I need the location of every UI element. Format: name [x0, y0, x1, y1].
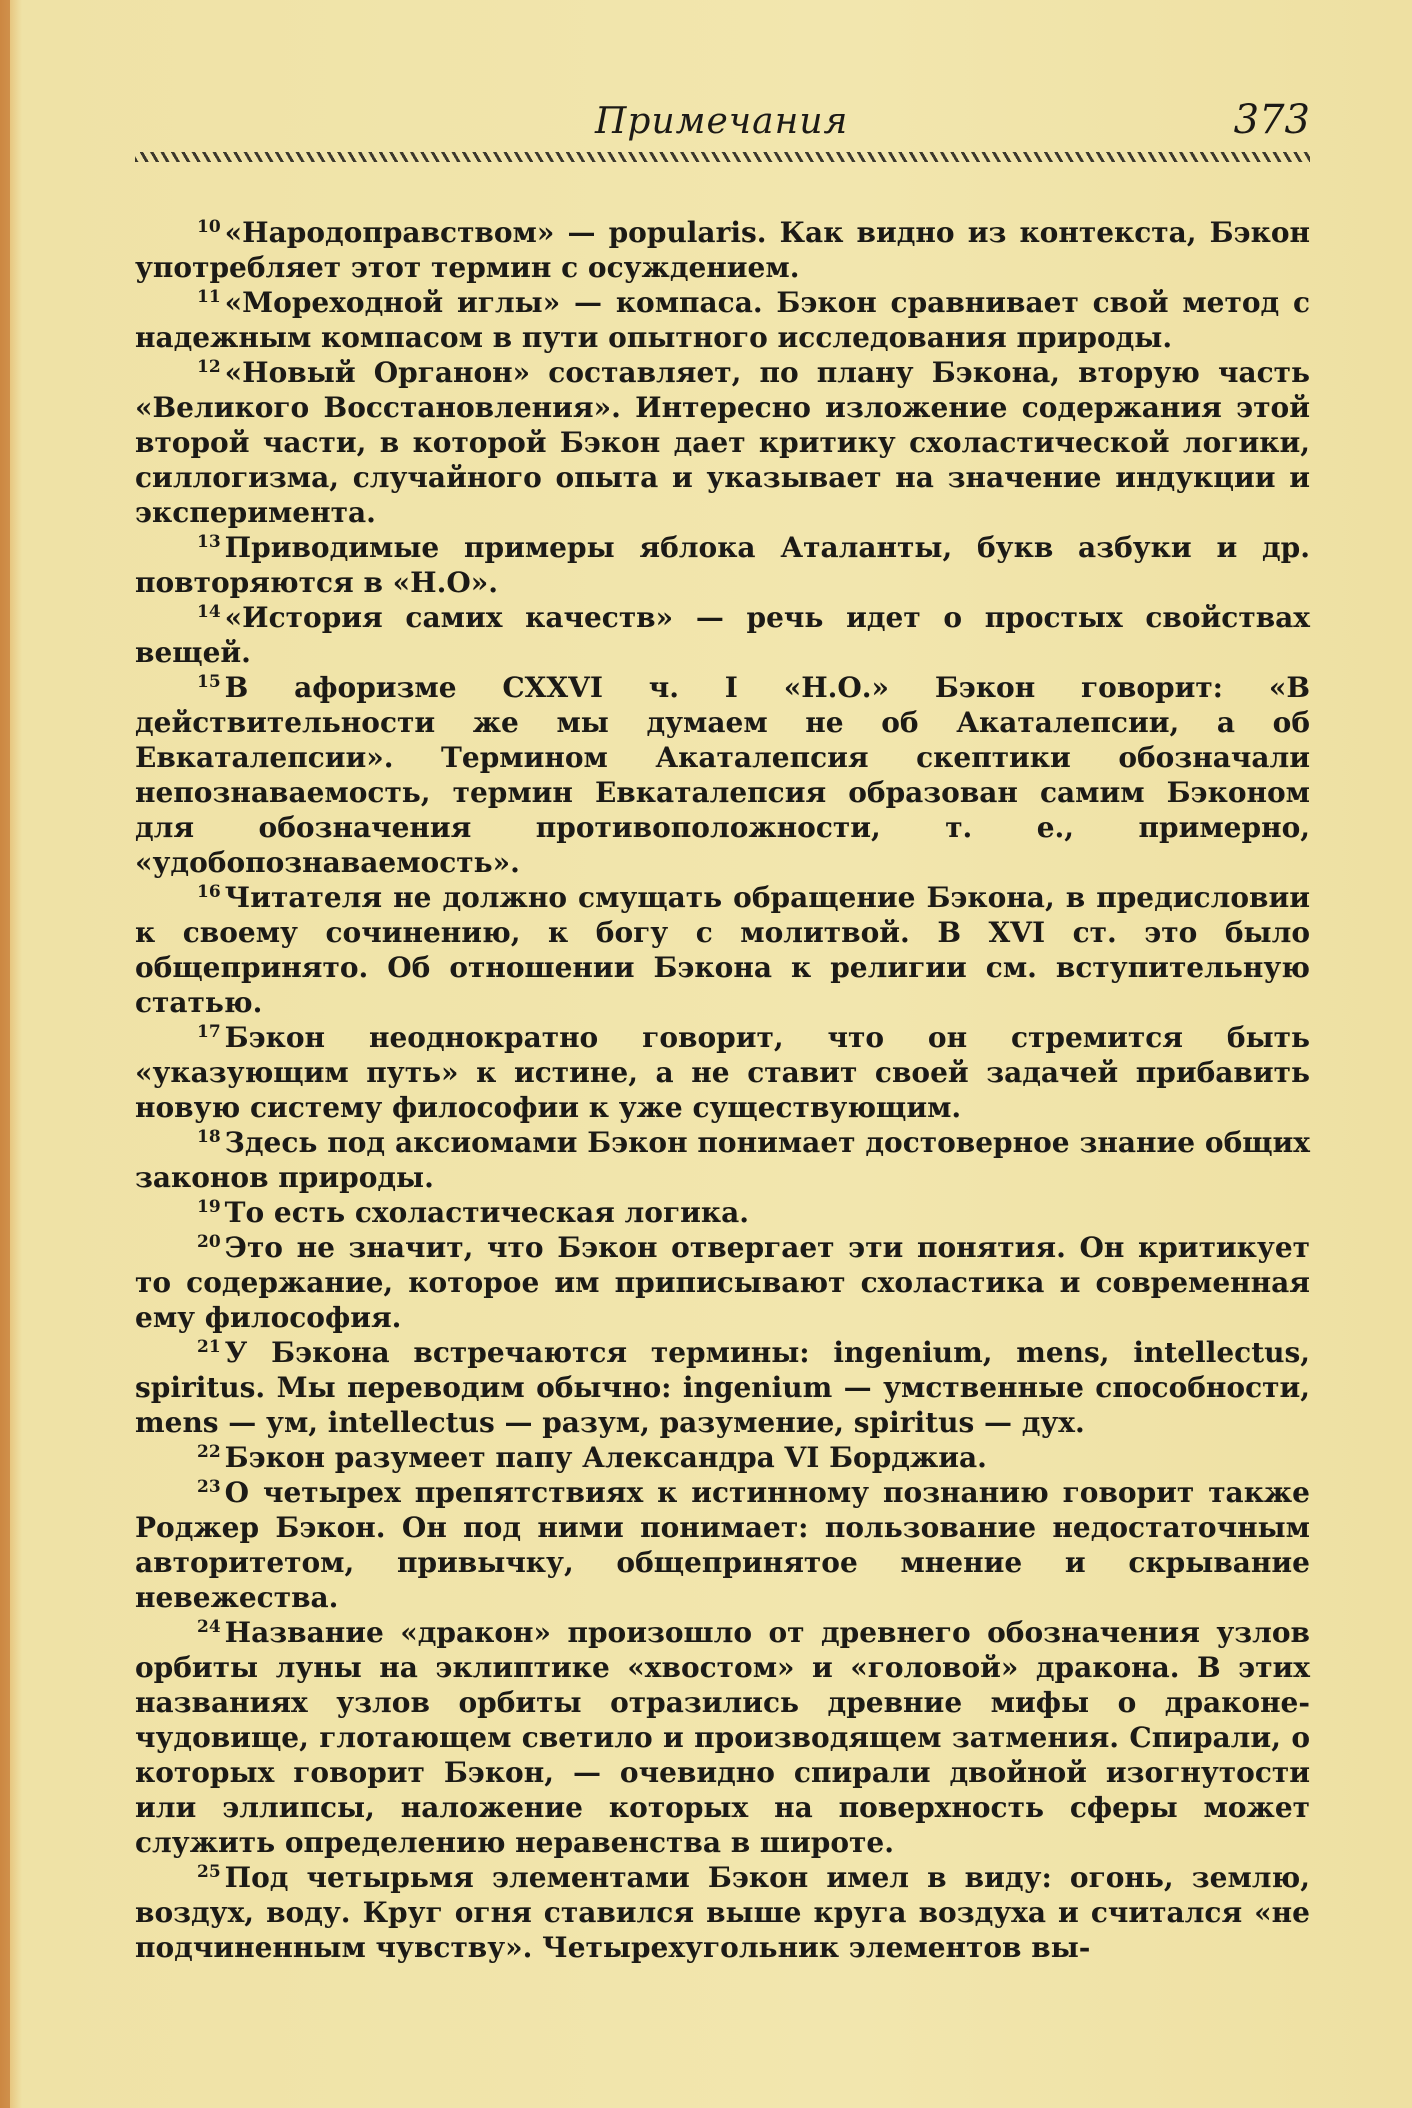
footnote-text: То есть схоластическая логика. — [224, 1196, 749, 1229]
footnote-text: Приводимые примеры яблока Аталанты, букв азбуки и др. повторяются в «Н.О». — [135, 531, 1310, 599]
footnote-14 — [135, 600, 1310, 670]
footnote-number: 21 — [197, 1337, 221, 1357]
footnote-17 — [135, 1020, 1310, 1125]
footnote-text: Здесь под аксиомами Бэкон понимает достоверное знание общих законов природы. — [135, 1126, 1310, 1194]
footnote-text: Читателя не должно смущать обращение Бэкона, в предисловии к своему сочинению, к богу с молитвой. В XVI ст. это было общепринято. Об отношении Бэкона к религии см. вступительную статью. — [135, 881, 1310, 1019]
footnote-21 — [135, 1335, 1310, 1440]
footnote-text: О четырех препятствиях к истинному познанию говорит также Роджер Бэкон. Он под ними понимает: пользование недостаточным авторитетом, привычку, общепринятое мнение и скрывание невежества. — [135, 1476, 1310, 1614]
footnote-text: Это не значит, что Бэкон отвергает эти понятия. Он критикует то содержание, которое им приписывают схоластика и современная ему философия. — [135, 1231, 1310, 1334]
footnote-number: 16 — [197, 882, 221, 902]
footnote-number: 18 — [197, 1127, 221, 1147]
footnote-16 — [135, 880, 1310, 1020]
footnote-23 — [135, 1475, 1310, 1615]
footnote-text: Под четырьмя элементами Бэкон имел в виду: огонь, землю, воздух, воду. Круг огня ставился выше круга воздуха и считался «не подчиненным чувству». Четырехугольник элементов вы- — [135, 1861, 1310, 1964]
footnote-19 — [135, 1195, 1310, 1230]
page-title: Примечания — [595, 101, 849, 142]
footnote-number: 12 — [197, 357, 221, 377]
footnote-number: 25 — [197, 1862, 221, 1882]
footnote-text: В афоризме CXXVI ч. I «Н.О.» Бэкон говорит: «В действительности же мы думаем не об Акаталепсии, а об Евкаталепсии». Термином Акаталепсия скептики обозначали непознаваемость, термин Евкаталепсия образован самим Бэконом для обозначения противоположности, т. е., примерно, «удобопознаваемость». — [135, 671, 1310, 879]
footnote-text: Бэкон неоднократно говорит, что он стремится быть «указующим путь» к истине, а не ставит своей задачей прибавить новую систему философии к уже существующим. — [135, 1021, 1310, 1124]
page-edge — [0, 0, 10, 2108]
footnote-15 — [135, 670, 1310, 880]
footnote-20 — [135, 1230, 1310, 1335]
footnote-number: 20 — [197, 1232, 221, 1252]
footnote-text: Бэкон разумеет папу Александра VI Борджиа. — [224, 1441, 987, 1474]
footnote-10 — [135, 215, 1310, 285]
footnote-number: 24 — [197, 1617, 221, 1637]
footnote-13 — [135, 530, 1310, 600]
footnote-number: 23 — [197, 1477, 221, 1497]
footnote-text: Название «дракон» произошло от древнего обозначения узлов орбиты луны на эклиптике «хвостом» и «головой» дракона. В этих названиях узлов орбиты отразились древние мифы о драконе-чудовище, глотающем светило и производящем затмения. Спирали, о которых говорит Бэкон, — очевидно спирали двойной изогнутости или эллипсы, наложение которых на поверхность сферы может служить определению неравенства в широте. — [135, 1616, 1310, 1859]
notes-list — [135, 215, 1310, 1965]
page-number: 373 — [1233, 97, 1310, 143]
footnote-11 — [135, 285, 1310, 355]
footnote-text: «История самих качеств» — речь идет о простых свойствах вещей. — [135, 601, 1310, 669]
footnote-22 — [135, 1440, 1310, 1475]
footnote-number: 17 — [197, 1022, 221, 1042]
footnote-24 — [135, 1615, 1310, 1860]
footnote-number: 14 — [197, 602, 221, 622]
footnote-text: «Народоправством» — popularis. Как видно из контекста, Бэкон употребляет этот термин с осуждением. — [135, 216, 1310, 284]
footnote-12 — [135, 355, 1310, 530]
running-header — [135, 95, 1310, 155]
footnote-number: 13 — [197, 532, 221, 552]
footnote-number: 15 — [197, 672, 221, 692]
footnote-number: 10 — [197, 217, 221, 237]
footnote-text: У Бэкона встречаются термины: ingenium, mens, intellectus, spiritus. Мы переводим обычно: ingenium — умственные способности, mens — ум, intellectus — разум, разумение, spiritus — дух. — [135, 1336, 1310, 1439]
footnote-number: 11 — [197, 287, 221, 307]
footnote-number: 19 — [197, 1197, 221, 1217]
footnote-text: «Новый Органон» составляет, по плану Бэкона, вторую часть «Великого Восстановления». Интересно изложение содержания этой второй части, в которой Бэкон дает критику схоластической логики, силлогизма, случайного опыта и указывает на значение индукции и эксперимента. — [135, 356, 1310, 529]
ornamental-divider — [135, 152, 1310, 162]
footnote-text: «Мореходной иглы» — компаса. Бэкон сравнивает свой метод с надежным компасом в пути опытного исследования природы. — [135, 286, 1310, 354]
footnote-18 — [135, 1125, 1310, 1195]
footnote-number: 22 — [197, 1442, 221, 1462]
footnote-25 — [135, 1860, 1310, 1965]
